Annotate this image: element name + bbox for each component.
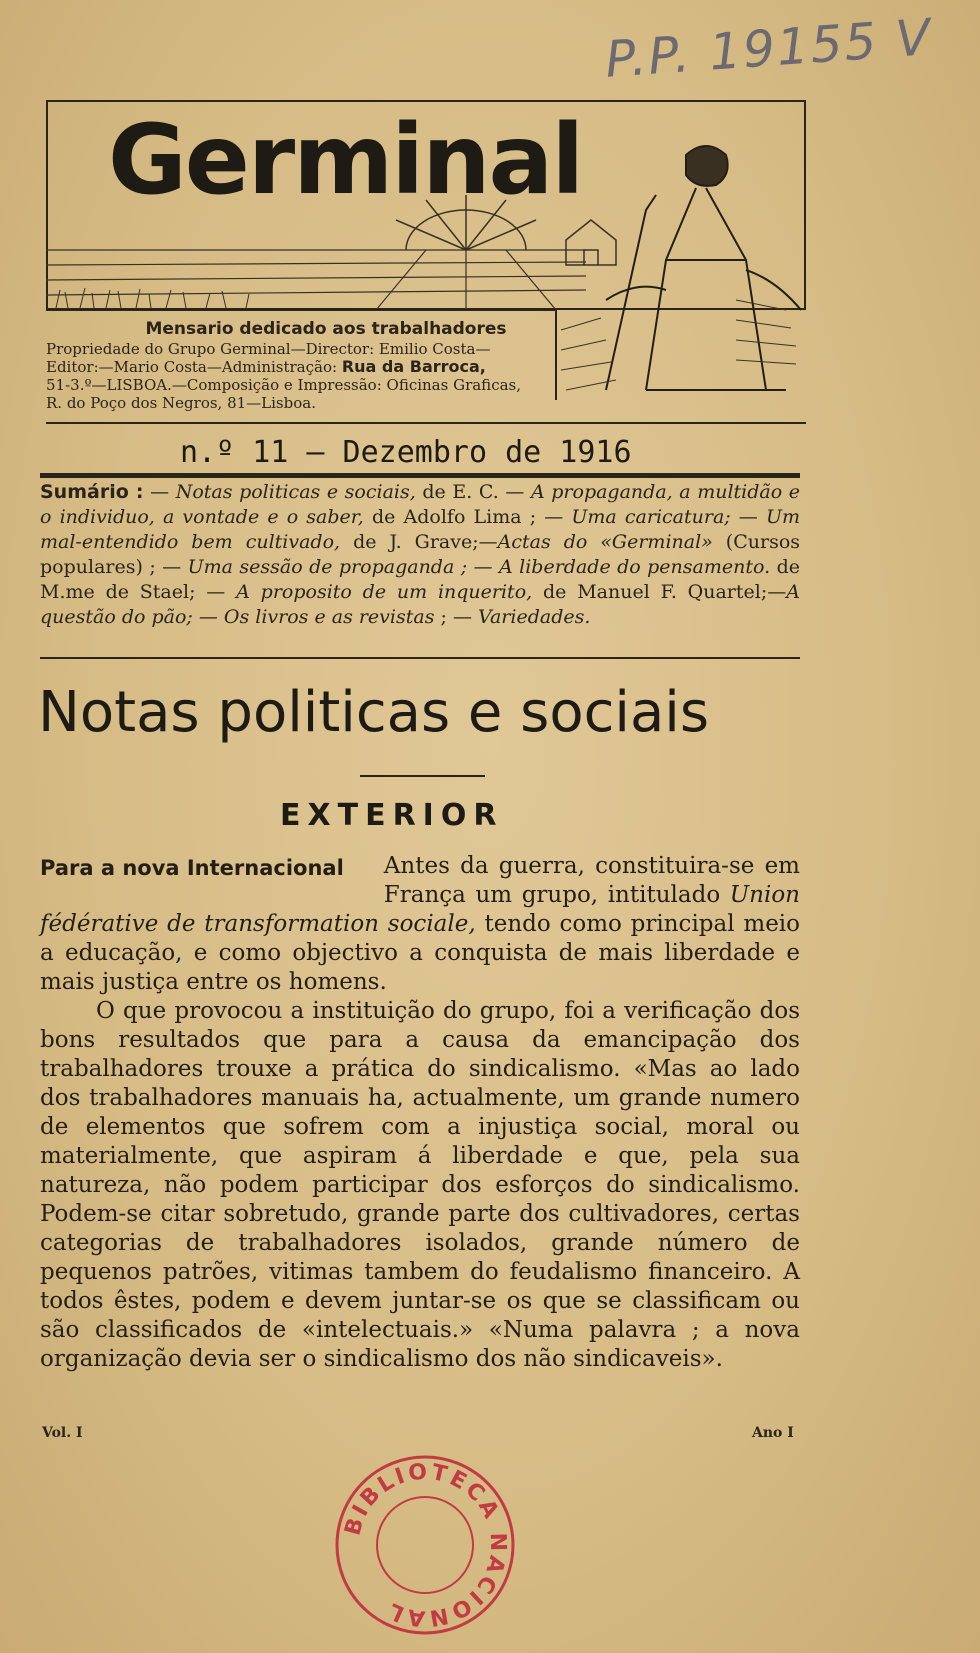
tagline: Mensario dedicado aos trabalhadores <box>145 319 507 339</box>
title-rule <box>360 775 485 777</box>
section-subheading: EXTERIOR <box>280 798 504 833</box>
lead-heading: Para a nova Internacional <box>40 856 344 880</box>
masthead-title: Germinal <box>108 104 583 216</box>
library-stamp <box>330 1450 520 1640</box>
article-body <box>40 852 800 1374</box>
summary: Sumário : — Notas politicas e sociais, de E. C. — A propaganda, a multidão e o individuo, a vontade e o saber, de Adolfo Lima ; — Uma caricatura; — Um mal-entendido bem cultivado, de J. Grave;—Actas do «Germinal» (Cursos populares) ; — Uma sessão de propaganda ; — A liberdade do pensamento. de M.me de Stael; — A proposito de um inquerito, de Manuel F. Quartel;—A questão do pão; — Os livros e as revistas ; — Variedades. <box>40 481 801 628</box>
issue-line: n.º 11 — Dezembro de 1916 <box>180 435 632 470</box>
footer-year: Ano I <box>752 1425 794 1441</box>
masthead-rule <box>46 422 806 424</box>
paragraph-2: O que provocou a instituição do grupo, foi a verificação dos bons resultados que para a causa da emancipação dos trabalhadores trouxe a prática do sindicalismo. «Mas ao lado dos trabalhadores manuais ha, actualmente, um grande numero de elementos que sofrem com a injustiça social, moral ou materialmente, que aspiram á liberdade e que, pela sua natureza, não podem participar dos esforços do sindicalismo. Podem-se citar sobretudo, grande parte dos cultivadores, certas categorias de trabalhadores isolados, grande número de pequenos patrões, vitimas tambem do feudalismo financeiro. A todos êstes, podem e devem juntar-se os que se classificam ou são classificados de «intelectuais.» «Numa palavra ; a nova organização devia ser o sindicalismo dos não sindicaveis». <box>40 998 800 1372</box>
info-line-2: Editor:—Mario Costa—Administração: Rua da Barroca, <box>46 357 486 376</box>
stamp-text: BIBLIOTECA NACIONAL <box>340 1459 511 1631</box>
info-line-4: R. do Poço dos Negros, 81—Lisboa. <box>46 394 316 412</box>
footer-volume: Vol. I <box>42 1425 83 1441</box>
address-bold: Rua da Barroca, <box>341 357 486 376</box>
masthead-info <box>46 320 586 412</box>
shelfmark-annotation: P.P. 19155 V <box>603 8 934 89</box>
info-line-1: Propriedade do Grupo Germinal—Director: Emilio Costa— <box>46 340 491 358</box>
article-title: Notas politicas e sociais <box>38 680 710 745</box>
summary-label: Sumário : <box>40 481 144 503</box>
masthead <box>46 100 806 425</box>
summary-rule <box>40 657 800 659</box>
info-line-3: 51-3.º—LISBOA.—Composição e Impressão: Oficinas Graficas, <box>46 376 521 394</box>
issue-rule <box>40 473 800 478</box>
paragraph-1: Para a nova Internacional Antes da guerra, constituira-se em França um grupo, intitulado Union fédérative de transformation sociale, tendo como principal meio a educação, e como objectivo a conquista de mais liberdade e mais justiça entre os homens. <box>40 853 801 995</box>
